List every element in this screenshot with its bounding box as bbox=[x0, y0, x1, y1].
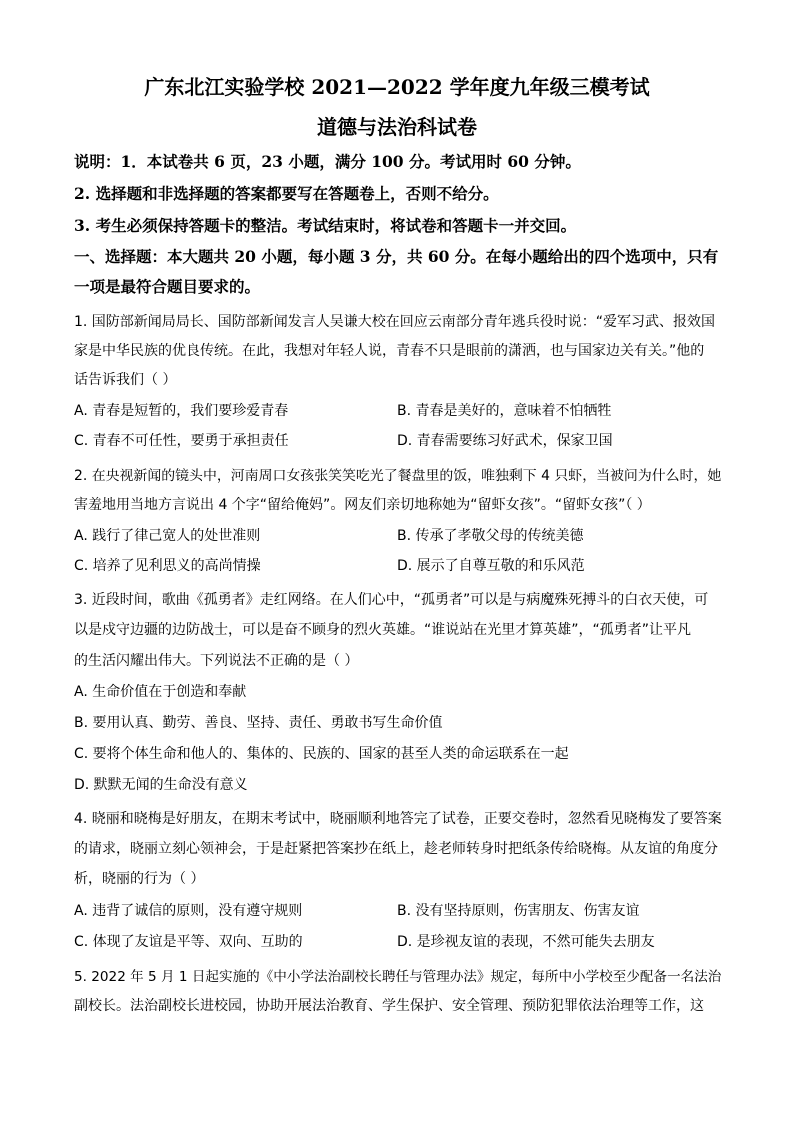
question-4-line-3: 析，晓丽的行为（ ） bbox=[74, 871, 205, 887]
section-heading-cont: 一项是最符合题目要求的。 bbox=[74, 277, 261, 296]
instruction-1: 说明：1．本试卷共 6 页，23 小题，满分 100 分。考试用时 60 分钟。 bbox=[74, 152, 581, 171]
question-1-option-c: C. 青春不可任性，要勇于承担责任 bbox=[74, 433, 289, 449]
question-3-option-d: D. 默默无闻的生命没有意义 bbox=[74, 777, 248, 793]
exam-title: 广东北江实验学校 2021—2022 学年度九年级三模考试 bbox=[144, 75, 650, 99]
question-2-option-a: A. 践行了律己宽人的处世准则 bbox=[74, 528, 261, 544]
question-3-line-1: 3. 近段时间，歌曲《孤勇者》走红网络。在人们心中，“孤勇者”可以是与病魔殊死搏斗的白衣天使，可 bbox=[74, 592, 709, 608]
question-5-line-2: 副校长。法治副校长进校园，协助开展法治教育、学生保护、安全管理、预防犯罪依法治理等工作，这 bbox=[74, 998, 704, 1014]
exam-subject-title: 道德与法治科试卷 bbox=[317, 115, 477, 139]
question-1-line-2: 家是中华民族的优良传统。在此，我想对年轻人说，青春不只是眼前的潇洒，也与国家边关有关。”他的 bbox=[74, 343, 705, 359]
question-1-line-3: 话告诉我们（ ） bbox=[74, 372, 177, 388]
question-4-option-d: D. 是珍视友谊的表现，不然可能失去朋友 bbox=[397, 934, 655, 950]
instruction-3: 3. 考生必须保持答题卡的整洁。考试结束时，将试卷和答题卡一并交回。 bbox=[74, 216, 577, 235]
section-heading: 一、选择题：本大题共 20 小题，每小题 3 分，共 60 分。在每小题给出的四个选项中，只有 bbox=[74, 247, 719, 266]
question-2-option-c: C. 培养了见利思义的高尚情操 bbox=[74, 558, 261, 574]
question-3-option-c: C. 要将个体生命和他人的、集体的、民族的、国家的甚至人类的命运联系在一起 bbox=[74, 746, 569, 762]
question-3-line-2: 以是戍守边疆的边防战士，可以是奋不顾身的烈火英雄。“谁说站在光里才算英雄”，“孤勇者”让平凡 bbox=[74, 622, 692, 638]
question-4-option-b: B. 没有坚持原则，伤害朋友、伤害友谊 bbox=[397, 903, 640, 919]
question-4-line-2: 的请求，晓丽立刻心领神会，于是赶紧把答案抄在纸上，趁老师转身时把纸条传给晓梅。从友谊的角度分 bbox=[74, 841, 718, 857]
question-1-option-a: A. 青春是短暂的，我们要珍爱青春 bbox=[74, 403, 289, 419]
question-4-option-c: C. 体现了友谊是平等、双向、互助的 bbox=[74, 934, 303, 950]
question-3-line-3: 的生活闪耀出伟大。下列说法不正确的是（ ） bbox=[74, 653, 359, 669]
question-1-line-1: 1. 国防部新闻局局长、国防部新闻发言人吴谦大校在回应云南部分青年逃兵役时说：“爱军习武、报效国 bbox=[74, 314, 716, 330]
question-3-option-a: A. 生命价值在于创造和奉献 bbox=[74, 684, 247, 700]
instruction-2: 2. 选择题和非选择题的答案都要写在答题卷上，否则不给分。 bbox=[74, 184, 499, 203]
question-3-option-b: B. 要用认真、勤劳、善良、坚持、责任、勇敢书写生命价值 bbox=[74, 715, 443, 731]
question-5-line-1: 5. 2022 年 5 月 1 日起实施的《中小学法治副校长聘任与管理办法》规定，每所中小学校至少配备一名法治 bbox=[74, 969, 722, 985]
question-4-option-a: A. 违背了诚信的原则，没有遵守规则 bbox=[74, 903, 303, 919]
question-1-option-b: B. 青春是美好的，意味着不怕牺牲 bbox=[397, 403, 612, 419]
question-2-line-2: 害羞地用当地方言说出 4 个字“留给俺妈”。网友们亲切地称她为“留虾女孩”。“留虾女孩”（ ） bbox=[74, 497, 651, 513]
question-4-line-1: 4. 晓丽和晓梅是好朋友，在期末考试中，晓丽顺利地答完了试卷，正要交卷时，忽然看见晓梅发了要答案 bbox=[74, 811, 722, 827]
question-2-option-b: B. 传承了孝敬父母的传统美德 bbox=[397, 528, 584, 544]
question-2-line-1: 2. 在央视新闻的镜头中，河南周口女孩张笑笑吃光了餐盘里的饭，唯独剩下 4 只虾，当被问为什么时，她 bbox=[74, 468, 722, 484]
question-2-option-d: D. 展示了自尊互敬的和乐风范 bbox=[397, 558, 585, 574]
question-1-option-d: D. 青春需要练习好武术，保家卫国 bbox=[397, 433, 613, 449]
